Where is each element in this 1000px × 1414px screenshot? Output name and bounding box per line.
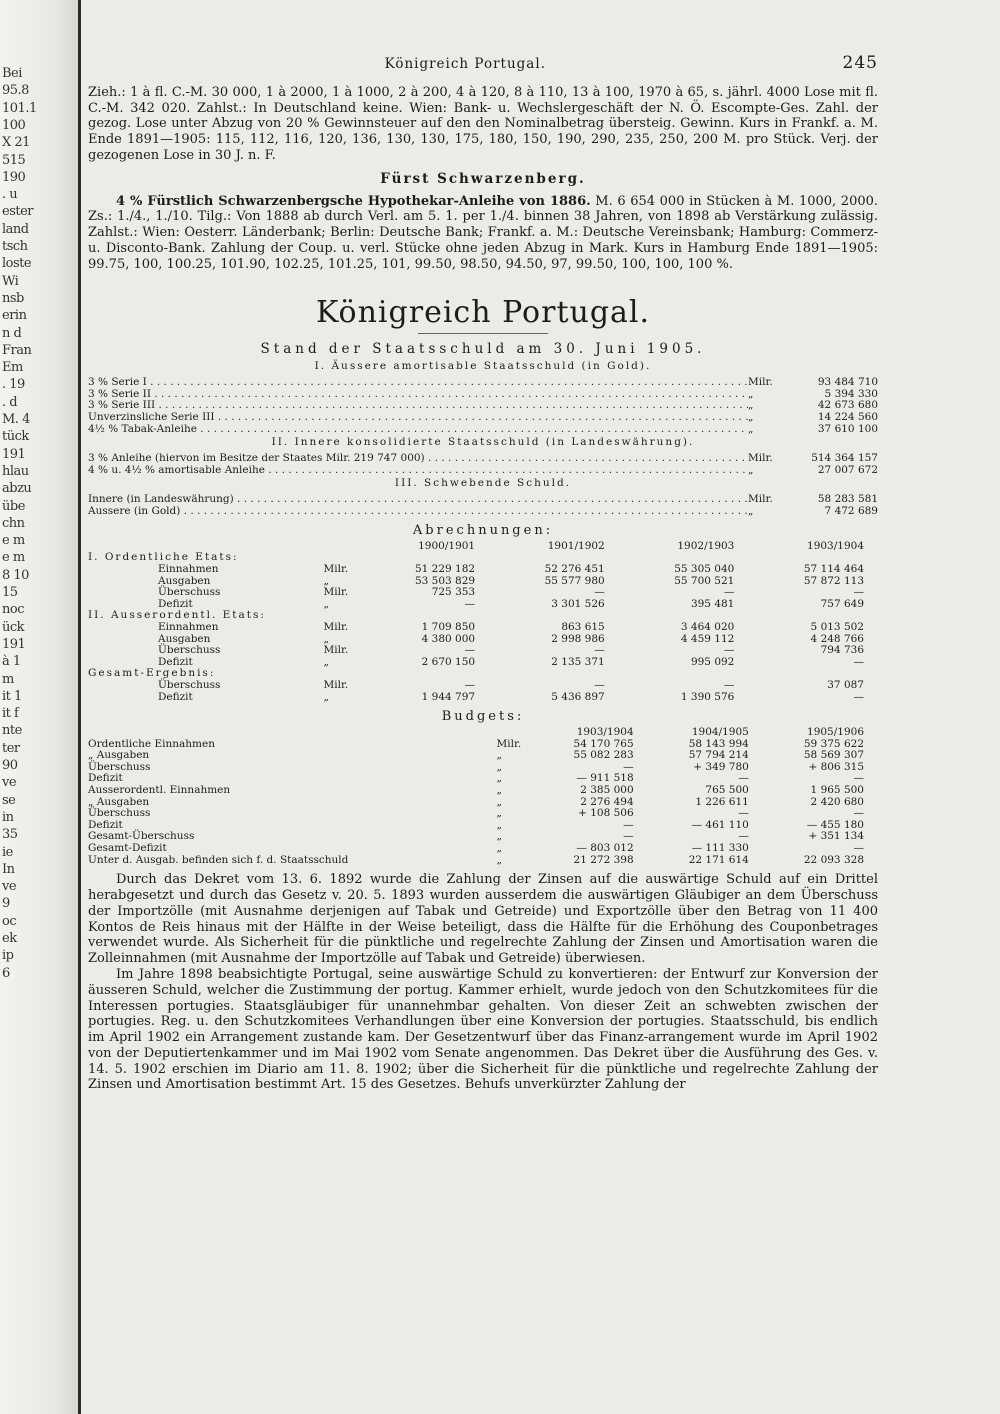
budget-label: Gesamt-Defizit xyxy=(88,841,167,854)
abr-value: 757 649 xyxy=(820,597,864,610)
budget-corner xyxy=(88,727,493,739)
budget-value: — xyxy=(738,807,749,820)
edge-fragment: nsb xyxy=(2,290,24,306)
adjacent-page-edge xyxy=(0,0,81,1414)
debt-value: 93 484 710 xyxy=(817,376,878,389)
abr-year: 1903/1904 xyxy=(807,539,864,552)
budget-label: Unter d. Ausgab. befinden sich f. d. Staatsschuld xyxy=(88,853,349,866)
abr-unit-col xyxy=(319,541,359,553)
budget-value: 765 500 xyxy=(705,783,749,796)
debt-unit: „ xyxy=(748,422,754,435)
edge-fragment: ester xyxy=(2,204,33,220)
edge-fragment: noc xyxy=(2,602,24,618)
edge-fragment: . u xyxy=(2,187,18,203)
debt-row xyxy=(88,400,878,412)
budget-value: 58 569 307 xyxy=(803,749,864,762)
debt-unit: „ xyxy=(748,463,754,476)
abr-value: 55 577 980 xyxy=(544,574,605,587)
edge-fragment: it 1 xyxy=(2,688,22,704)
abr-value: 2 670 150 xyxy=(421,655,476,668)
budget-label: Defizit xyxy=(88,772,123,785)
budget-value: — 461 110 xyxy=(691,818,749,831)
abr-unit: Milr. xyxy=(323,679,349,692)
budget-value: — 803 012 xyxy=(576,841,634,854)
edge-fragment: übe xyxy=(2,498,25,514)
edge-fragment: ip xyxy=(2,948,14,964)
title-rule xyxy=(418,333,548,334)
debt-label: 3 % Serie II . . . xyxy=(88,389,748,401)
abr-unit: Milr. xyxy=(323,621,349,634)
budget-value: — xyxy=(853,807,864,820)
edge-fragment: hlau xyxy=(2,463,29,479)
abr-value: 57 872 113 xyxy=(803,574,864,587)
abr-label: Defizit xyxy=(158,597,193,610)
schwarzenberg-text: M. 6 654 000 in Stücken à M. 1000, 2000. Zs.: 1./4., 1./10. Tilg.: Von 1888 ab durch Verl. am 5. 1. per 1./4. binnen 38 Jahren, von 1898 ab Verstärkung zulässig. Zahlst.: Wien: Oesterr. Länderbank; Berlin: Deutsche Bank; Frankf. a. M.: Deutsche Vereinsbank; Hamburg: Commerz- u. Disconto-Bank. Zahlung der Coup. u. verl. Stücke ohne jeden Abzug in Mark. Kurs in Hamburg Ende 1891—1905: 99.75, 100, 100.25, 101.90, 102.25, 101.25, 101, 99.50, 98.50, 94.50, 97, 99.50, 100, 100, 100 %. xyxy=(88,193,879,272)
budget-value: 59 375 622 xyxy=(803,737,864,750)
debt-value: 42 673 680 xyxy=(817,399,878,412)
edge-fragment: Bei xyxy=(2,66,22,81)
budget-value: — xyxy=(853,772,864,785)
debt-label: Äussere (in Gold) . . . xyxy=(88,506,748,518)
abr-label: Überschuss xyxy=(158,644,221,657)
abr-value: 53 503 829 xyxy=(414,574,476,587)
budget-label: Überschuss xyxy=(88,760,151,773)
abr-label: Defizit xyxy=(158,690,193,703)
abr-value: 55 700 521 xyxy=(674,574,735,587)
abr-label: Defizit xyxy=(158,655,193,668)
abr-value: 1 944 797 xyxy=(421,690,476,703)
budget-unit: „ xyxy=(496,841,502,854)
abr-row xyxy=(88,680,878,692)
abr-value: 57 114 464 xyxy=(803,563,864,576)
budget-row xyxy=(88,762,878,774)
debt-row xyxy=(88,506,878,518)
abr-unit: „ xyxy=(323,597,329,610)
budget-row xyxy=(88,843,878,855)
abr-value: — xyxy=(853,586,864,599)
edge-fragment: 515 xyxy=(2,152,26,168)
edge-fragment: n d xyxy=(2,325,22,341)
section2-list xyxy=(88,453,878,476)
budget-unit: „ xyxy=(496,772,502,785)
debt-unit: Milr. xyxy=(748,376,773,389)
edge-fragment: chn xyxy=(2,515,25,531)
debt-label: Innere (in Landeswährung) . . . xyxy=(88,494,748,506)
budget-value: 1 965 500 xyxy=(810,783,864,796)
abr-year: 1902/1903 xyxy=(677,539,735,552)
debt-label: Unverzinsliche Serie III . . . xyxy=(88,412,748,424)
budget-value: — 911 518 xyxy=(576,772,634,785)
budget-value: 58 143 994 xyxy=(688,737,749,750)
abr-value: 52 276 451 xyxy=(544,563,605,576)
edge-fragment: land xyxy=(2,221,29,237)
debt-label: 3 % Serie I . . . xyxy=(88,377,748,389)
portugal-title: Königreich Portugal. xyxy=(315,294,651,330)
edge-fragment: erin xyxy=(2,308,27,324)
abr-row xyxy=(88,622,878,634)
debt-unit: „ xyxy=(748,504,754,517)
abr-value: 55 305 040 xyxy=(674,563,735,576)
debt-value: 27 007 672 xyxy=(817,463,878,476)
abr-value: 5 013 502 xyxy=(810,621,864,634)
abr-row xyxy=(88,587,878,599)
budget-row xyxy=(88,820,878,832)
abr-group-title: Gesamt-Ergebnis: xyxy=(88,667,216,680)
budget-label: Defizit xyxy=(88,818,123,831)
abr-value: 2 998 986 xyxy=(551,632,605,645)
debt-value: 514 364 157 xyxy=(811,451,878,464)
budget-value: — 111 330 xyxy=(691,841,749,854)
edge-fragment: . d xyxy=(2,394,18,410)
section3-list xyxy=(88,494,878,517)
budget-value: — xyxy=(623,818,634,831)
abr-value: 3 464 020 xyxy=(680,621,735,634)
edge-fragment: Wi xyxy=(2,273,19,289)
abr-value: 4 459 112 xyxy=(680,632,735,645)
abr-value: — xyxy=(464,597,476,610)
portugal-subtitle: Stand der Staatsschuld am 30. Juni 1905. xyxy=(260,340,706,357)
edge-fragment: tück xyxy=(2,429,29,445)
edge-fragment: 100 xyxy=(2,117,26,133)
running-title: Königreich Portugal. xyxy=(384,56,546,72)
debt-unit: Milr. xyxy=(748,492,773,505)
budget-label: Überschuss xyxy=(88,807,151,820)
debt-value: 5 394 330 xyxy=(824,387,878,400)
paragraph-2: Im Jahre 1898 beabsichtigte Portugal, seine auswärtige Schuld zu konvertieren: der Entwurf zur Konversion der äusseren Schuld, welcher die Zustimmung der portug. Kammer erhielt, wurde jedoch von den Schutzkomitees für die Interessen portugies. Staatsgläubiger für unannehmbar gehalten. Von dieser Zeit an schwebten zwischen der portugies. Reg. u. den Schutzkomitees Verhandlungen über eine Konversion der portugies. Staatsschuld, bis endlich im April 1902 ein Arrangement zustande kam. Der Gesetzentwurf über das Finanz-arrangement wurde im April 1902 von der Deputiertenkammer und im Mai 1902 vom Senate angenommen. Das Dekret über die Ausführung des Ges. v. 14. 5. 1902 erschien im Diario am 11. 8. 1902; über die Sicherheit für die pünktliche und regelrechte Zahlung der Zinsen und Amortisation bestimmt Art. 15 des Gesetzes. Behufs unverkürzter Zahlung der xyxy=(88,966,878,1093)
budget-row xyxy=(88,831,878,843)
debt-unit: „ xyxy=(748,399,754,412)
abr-unit: Milr. xyxy=(323,644,349,657)
debt-unit: „ xyxy=(748,387,754,400)
edge-fragment: 95.8 xyxy=(2,83,29,99)
abr-label: Überschuss xyxy=(158,586,221,599)
abr-unit: Milr. xyxy=(323,563,349,576)
abr-value: 395 481 xyxy=(690,597,735,610)
debt-label: 3 % Serie III . . . xyxy=(88,400,748,412)
budget-unit: „ xyxy=(496,783,502,796)
debt-row xyxy=(88,377,878,389)
edge-fragment: M. 4 xyxy=(2,412,30,427)
edge-fragment: 191 xyxy=(2,636,26,652)
budget-value: 21 272 398 xyxy=(573,853,634,866)
schwarzenberg-heading: Fürst Schwarzenberg. xyxy=(380,170,586,187)
budget-value: 54 170 765 xyxy=(573,737,634,750)
document-page xyxy=(88,53,879,1093)
schwarzenberg-loan-title: 4 % Fürstlich Schwarzenbergsche Hypothekar-Anleihe von 1886. xyxy=(116,193,591,209)
debt-unit: Milr. xyxy=(748,451,773,464)
abr-unit: Milr. xyxy=(323,586,349,599)
budget-value: + 806 315 xyxy=(808,760,864,773)
budget-value: + 349 780 xyxy=(693,760,749,773)
paragraph-1: Durch das Dekret vom 13. 6. 1892 wurde die Zahlung der Zinsen auf die auswärtige Schuld auf ein Drittel herabgesetzt und durch das Gesetz v. 20. 5. 1893 wurden ausserdem die auswärtigen Gläubiger an dem Überschuss der Importzölle (mit Ausnahme derjenigen auf Tabak und Getreide) und Exportzölle über den Betrag von 11 400 Kontos de Reis hinaus mit der Hälfte in der Weise beteiligt, dass die Hälfte für die Erhöhung des Couponbetrages verwendet wurde. Als Sicherheit für die pünktliche und regelrechte Zahlung der Zinsen und Amortisation waren die Zolleinnahmen (mit Ausnahme der Importzölle auf Tabak und Getreide) überwiesen. xyxy=(88,872,878,967)
budget-unit: „ xyxy=(496,853,502,866)
abr-unit: „ xyxy=(323,690,329,703)
debt-row xyxy=(88,494,878,506)
abr-value: 5 436 897 xyxy=(551,690,605,703)
abr-value: 51 229 182 xyxy=(414,563,476,576)
edge-fragment: it f xyxy=(2,706,19,722)
edge-fragment: e m xyxy=(2,533,25,549)
abr-label: Einnahmen xyxy=(158,621,219,634)
abr-row xyxy=(88,564,878,576)
abr-value: 3 301 526 xyxy=(551,597,605,610)
abr-value: 1 390 576 xyxy=(680,690,735,703)
debt-value: 37 610 100 xyxy=(817,422,878,435)
edge-fragment: ter xyxy=(2,740,20,756)
budgets-table xyxy=(88,727,878,866)
budget-value: + 108 506 xyxy=(578,807,634,820)
abr-value: — xyxy=(853,655,864,668)
schwarzenberg-paragraph xyxy=(88,194,878,273)
budget-value: 2 385 000 xyxy=(580,783,634,796)
budget-label: Ordentliche Einnahmen xyxy=(88,737,215,750)
budget-label: „ Ausgaben xyxy=(88,749,150,762)
budget-year: 1904/1905 xyxy=(691,726,749,738)
abr-value: — xyxy=(464,679,476,692)
edge-fragment: ve xyxy=(2,775,17,791)
budget-row xyxy=(88,785,878,797)
edge-fragment: ve xyxy=(2,879,17,895)
abr-year: 1901/1902 xyxy=(547,539,605,552)
budget-value: 2 420 680 xyxy=(810,795,864,808)
abr-value: — xyxy=(723,679,735,692)
debt-row xyxy=(88,424,878,436)
abr-value: 4 248 766 xyxy=(810,632,864,645)
abr-value: 2 135 371 xyxy=(551,655,605,668)
budget-unit: Milr. xyxy=(496,737,522,750)
edge-fragment: 15 xyxy=(2,585,18,600)
budget-year: 1903/1904 xyxy=(576,726,634,738)
abr-value: 1 709 850 xyxy=(421,621,476,634)
budget-label: Ausserordentl. Einnahmen xyxy=(88,783,231,796)
budget-value: — xyxy=(623,760,634,773)
budget-value: — xyxy=(738,772,749,785)
budget-label: Gesamt-Überschuss xyxy=(88,830,195,843)
section3-heading: III. Schwebende Schuld. xyxy=(394,477,572,490)
budget-label: „ Ausgaben xyxy=(88,795,150,808)
abr-value: — xyxy=(594,679,605,692)
abr-label: Einnahmen xyxy=(158,563,219,576)
budget-value: — xyxy=(623,830,634,843)
budget-unit: „ xyxy=(496,818,502,831)
edge-fragment: nte xyxy=(2,723,22,739)
budget-value: 1 226 611 xyxy=(695,795,749,808)
page-number: 245 xyxy=(842,53,878,73)
budget-row xyxy=(88,855,878,867)
section2-heading: II. Innere konsolidierte Staatsschuld (in Landeswährung). xyxy=(271,436,695,449)
edge-fragment: abzu xyxy=(2,481,32,497)
budget-value: — xyxy=(738,830,749,843)
edge-fragment: 35 xyxy=(2,827,18,843)
debt-value: 7 472 689 xyxy=(824,504,878,517)
section1-list xyxy=(88,377,878,435)
edge-fragment: e m xyxy=(2,550,25,566)
budget-value: — xyxy=(853,841,864,854)
budget-row xyxy=(88,808,878,820)
abr-value: 37 087 xyxy=(827,679,864,692)
budget-row xyxy=(88,750,878,762)
abr-value: — xyxy=(594,644,605,657)
debt-value: 58 283 581 xyxy=(817,492,878,505)
abr-value: — xyxy=(594,586,605,599)
abr-year: 1900/1901 xyxy=(418,539,476,552)
abr-value: — xyxy=(853,690,864,703)
edge-fragment: 101.1 xyxy=(2,100,37,116)
budgets-heading: Budgets: xyxy=(441,709,525,725)
budget-row xyxy=(88,797,878,809)
edge-fragment: Em xyxy=(2,360,23,376)
abr-group-title: II. Ausserordentl. Etats: xyxy=(88,609,266,622)
edge-fragment: 6 xyxy=(2,965,10,981)
edge-fragment: X 21 xyxy=(2,135,30,151)
edge-fragment: m xyxy=(2,671,14,687)
budget-unit-col xyxy=(493,727,533,739)
budget-year: 1905/1906 xyxy=(807,726,864,738)
edge-fragment: 9 xyxy=(2,896,10,912)
abr-label: Ausgaben xyxy=(158,632,211,645)
budget-unit: „ xyxy=(496,795,502,808)
budget-unit: „ xyxy=(496,760,502,773)
debt-label: 3 % Anleihe (hiervon im Besitze der Staates Milr. 219 747 000) . . . xyxy=(88,453,748,465)
edge-fragment: ie xyxy=(2,844,13,860)
abr-value: 995 092 xyxy=(690,655,735,668)
budget-value: 22 171 614 xyxy=(688,853,749,866)
abr-value: 794 736 xyxy=(820,644,864,657)
edge-fragment: ek xyxy=(2,931,17,946)
abr-row xyxy=(88,692,878,704)
abrechnungen-heading: Abrechnungen: xyxy=(412,523,554,539)
budget-value: — 455 180 xyxy=(806,818,864,831)
debt-row xyxy=(88,465,878,477)
edge-fragment: à 1 xyxy=(2,654,21,670)
abr-value: — xyxy=(464,644,476,657)
edge-fragment: 90 xyxy=(2,758,18,773)
budget-value: 2 276 494 xyxy=(580,795,634,808)
abr-unit: „ xyxy=(323,655,329,668)
edge-fragment: oc xyxy=(2,913,17,929)
abr-row xyxy=(88,645,878,657)
budget-unit: „ xyxy=(496,807,502,820)
budget-value: 55 082 283 xyxy=(573,749,634,762)
section1-heading: I. Äussere amortisable Staatsschuld (in Gold). xyxy=(314,360,652,373)
abr-label: Überschuss xyxy=(158,679,221,692)
edge-fragment: tsch xyxy=(2,239,28,254)
budget-unit: „ xyxy=(496,749,502,762)
debt-row xyxy=(88,453,878,465)
running-head xyxy=(88,53,878,73)
budget-unit: „ xyxy=(496,830,502,843)
edge-fragment: se xyxy=(2,792,16,808)
edge-fragment: 190 xyxy=(2,169,26,185)
abr-unit: „ xyxy=(323,632,329,645)
abrechnungen-table xyxy=(88,541,878,703)
edge-fragment: In xyxy=(2,861,15,877)
edge-fragment: Fran xyxy=(2,342,32,358)
debt-row xyxy=(88,412,878,424)
edge-fragment: . 19 xyxy=(2,377,25,393)
budget-value: + 351 134 xyxy=(808,830,864,843)
abr-group-title: I. Ordentliche Etats: xyxy=(88,551,239,564)
abr-label: Ausgaben xyxy=(158,574,211,587)
debt-value: 14 224 560 xyxy=(817,410,878,423)
edge-fragment: ück xyxy=(2,619,25,635)
budget-row xyxy=(88,739,878,751)
budget-header-row xyxy=(88,727,878,739)
abr-unit: „ xyxy=(323,574,329,587)
debt-unit: „ xyxy=(748,410,754,423)
abr-value: 725 353 xyxy=(431,586,476,599)
abr-value: 4 380 000 xyxy=(421,632,476,645)
debt-label: 4 % u. 4½ % amortisable Anleihe . . . xyxy=(88,465,748,477)
abr-value: — xyxy=(723,586,735,599)
edge-fragment: in xyxy=(2,809,14,825)
abr-value: — xyxy=(723,644,735,657)
abr-value: 863 615 xyxy=(561,621,605,634)
edge-fragment: 8 10 xyxy=(2,567,29,583)
budget-value: 57 794 214 xyxy=(688,749,749,762)
budget-value: 22 093 328 xyxy=(803,853,864,866)
edge-fragment: 191 xyxy=(2,446,26,462)
debt-row xyxy=(88,389,878,401)
debt-label: 4½ % Tabak-Anleihe . . . xyxy=(88,424,748,436)
edge-fragment: loste xyxy=(2,256,32,272)
intro-paragraph: Zieh.: 1 à fl. C.-M. 30 000, 1 à 2000, 1 à 1000, 2 à 200, 4 à 120, 8 à 110, 13 à 100, 1970 à 65, s. jährl. 4000 Lose mit fl. C.-M. 342 020. Zahlst.: In Deutschland keine. Wien: Bank- u. Wechslergeschäft der N. Ö. Escompte-Ges. Zahl. der gezog. Lose unter Abzug von 20 % Gewinnsteuer auf den den Nominalbetrag übersteig. Gewinn. Kurs in Frankf. a. M. Ende 1891—1905: 115, 112, 116, 120, 136, 130, 130, 175, 180, 150, 190, 290, 235, 250, 200 M. pro Stück. Verj. der gezogenen Lose in 30 J. n. F. xyxy=(88,84,878,163)
